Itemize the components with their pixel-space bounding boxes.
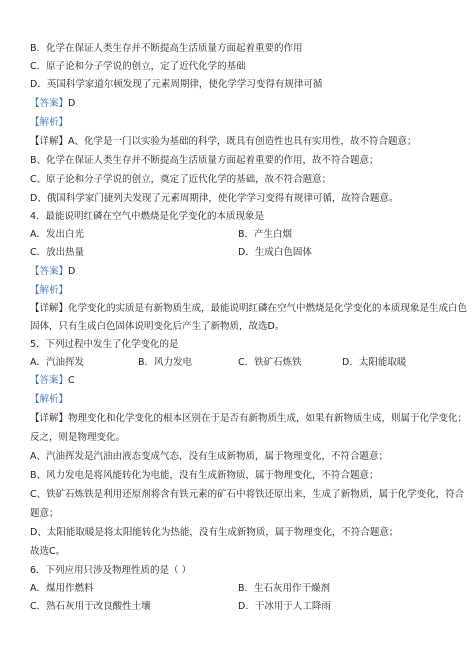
answer-label: 【答案】 xyxy=(30,98,69,109)
q5-detail-b: B、风力发电是将风能转化为电能，没有生成新物质，属于物理变化，不符合题意； xyxy=(30,470,379,481)
q6-option-b: B．生石灰用作干燥剂 xyxy=(238,583,331,594)
answer-label: 【答案】 xyxy=(30,266,69,277)
answer-label: 【答案】 xyxy=(30,375,69,386)
q4-detail-2: 固体，只有生成白色固体说明变化后产生了新物质，故选D。 xyxy=(30,321,285,332)
q5-option-a: A．汽油挥发 xyxy=(30,357,84,368)
q3-option-d: D．英国科学家道尔顿发现了元素周期律，使化学学习变得有规律可循 xyxy=(30,79,323,90)
q6-option-c: C．熟石灰用于改良酸性土壤 xyxy=(30,601,151,612)
q4-option-c: C．放出热量 xyxy=(30,247,85,258)
q5-stem: 5．下列过程中发生了化学变化的是 xyxy=(30,339,179,350)
q5-detail-1: 【详解】物理变化和化学变化的根本区别在于是否有新物质生成，如果有新物质生成，则属于化学变化； xyxy=(30,413,468,424)
q4-option-b: B．产生白烟 xyxy=(238,229,293,240)
q5-conclusion: 故选C。 xyxy=(30,546,66,557)
q5-option-c: C．铁矿石炼铁 xyxy=(238,357,302,368)
q4-detail-1: 【详解】化学变化的实质是有新物质生成，最能说明红磷在空气中燃烧是化学变化的本质现象是生成白色 xyxy=(30,303,468,314)
q4-option-a: A．发出白光 xyxy=(30,229,84,240)
q5-option-b: B．风力发电 xyxy=(138,357,193,368)
answer-value: D xyxy=(68,98,76,109)
q4-stem: 4．最能说明红磷在空气中燃烧是化学变化的本质现象是 xyxy=(30,211,265,222)
q4-option-d: D．生成白色固体 xyxy=(238,247,312,258)
q5-option-d: D．太阳能取暖 xyxy=(342,357,407,368)
q3-analysis-label: 【解析】 xyxy=(30,117,69,128)
q5-analysis-label: 【解析】 xyxy=(30,394,69,405)
q3-detail-a: 【详解】A、化学是一门以实验为基础的科学，既具有创造性也具有实用性，故不符合题意； xyxy=(30,136,417,147)
q3-detail-c: C、原子论和分子学说的创立，奠定了近代化学的基础，故不符合题意； xyxy=(30,174,332,185)
q6-option-a: A．煤用作燃料 xyxy=(30,583,94,594)
q3-answer xyxy=(30,97,75,111)
q5-answer xyxy=(30,374,75,388)
q4-answer xyxy=(30,265,75,279)
q3-option-b: B．化学在保证人类生存并不断提高生活质量方面起着重要的作用 xyxy=(30,43,303,54)
q3-option-c: C．原子论和分子学说的创立，定了近代化学的基础 xyxy=(30,61,246,72)
q5-detail-2: 反之，则是物理变化。 xyxy=(30,432,126,443)
q3-detail-b: B、化学在保证人类生存并不断提高生活质量方面起着重要的作用，故不符合题意； xyxy=(30,155,379,166)
detail-label: 【详解】 xyxy=(30,413,69,424)
q4-analysis-label: 【解析】 xyxy=(30,285,69,296)
q3-detail-d: D、俄国科学家门捷列夫发现了元素周期律，使化学学习变得有规律可循，故符合题意。 xyxy=(30,193,399,204)
q6-stem: 6．下列应用只涉及物理性质的是（ ） xyxy=(30,565,192,576)
q5-detail-c2: 题意； xyxy=(30,508,59,519)
q5-detail-d: D、太阳能取暖是将太阳能转化为热能，没有生成新物质，属于物理变化，不符合题意； xyxy=(30,527,399,538)
detail-label: 【详解】 xyxy=(30,136,69,147)
answer-value: D xyxy=(68,266,76,277)
detail-label: 【详解】 xyxy=(30,303,69,314)
q5-detail-c1: C、铁矿石炼铁是利用还原剂将含有铁元素的矿石中将铁还原出来，生成了新物质，属于化学变化，符合 xyxy=(30,489,465,500)
answer-value: C xyxy=(68,375,75,386)
q5-detail-a: A、汽油挥发是汽油由液态变成气态，没有生成新物质，属于物理变化，不符合题意； xyxy=(30,451,388,462)
q6-option-d: D．干冰用于人工降雨 xyxy=(238,601,331,612)
